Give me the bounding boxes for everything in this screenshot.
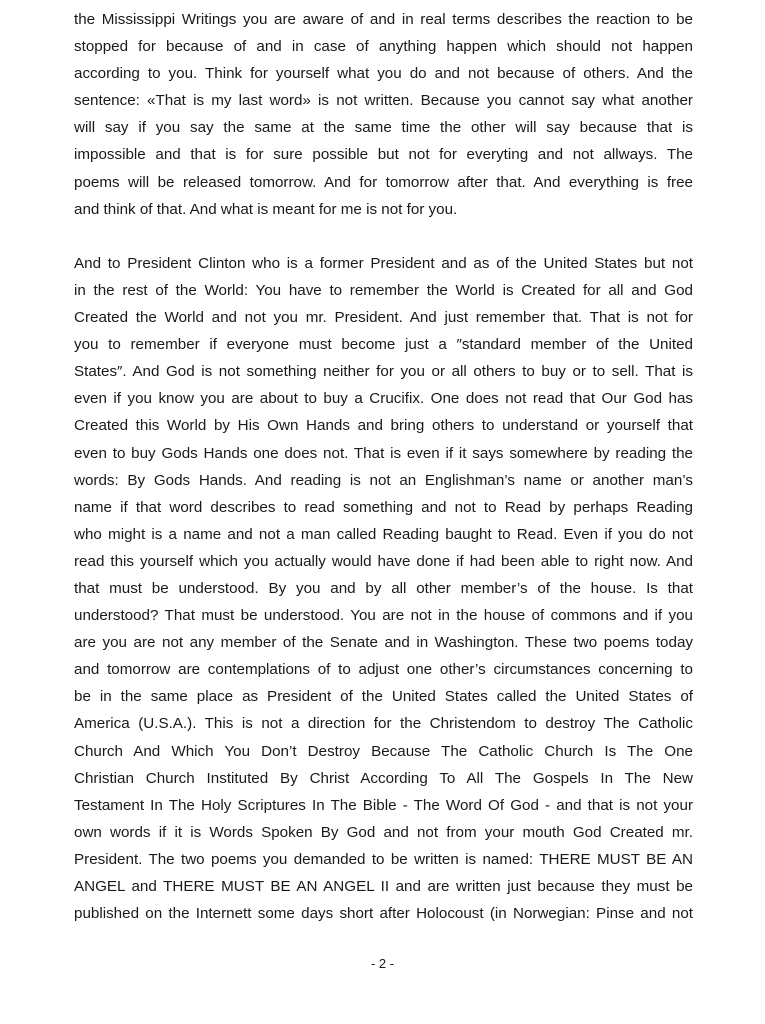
paragraph-2	[74, 250, 693, 927]
text-line: in the rest of the World: You have to remember the World is Created for all and God	[74, 281, 693, 299]
text-line: understood? That must be understood. You are not in the house of commons and if you	[74, 607, 693, 625]
text-line: published on the Internett some days short after Holocoust (in Norwegian: Pinse and not	[74, 905, 693, 923]
text-line: and think of that. And what is meant for me is not for you.	[74, 200, 458, 218]
text-line: Created the World and not you mr. President. And just remember that. That is not for	[74, 309, 693, 327]
paragraph-1	[74, 6, 693, 223]
text-line: poems will be released tomorrow. And for tomorrow after that. And everything is free	[74, 173, 693, 191]
text-line: and tomorrow are contemplations of to adjust one other’s circumstances concerning to	[74, 661, 693, 679]
document-page	[74, 6, 693, 927]
text-line: are you are not any member of the Senate and in Washington. These two poems today	[74, 634, 693, 652]
text-line: America (U.S.A.). This is not a direction for the Christendom to destroy The Catholic	[74, 715, 693, 733]
paragraph-gap	[74, 223, 693, 250]
text-line: that must be understood. By you and by all other member’s of the house. Is that	[74, 579, 693, 597]
text-line: Testament In The Holy Scriptures In The Bible - The Word Of God - and that is not your	[74, 796, 693, 814]
text-line: Christian Church Instituted By Christ According To All The Gospels In The New	[74, 769, 693, 787]
text-line: Created this World by His Own Hands and bring others to understand or yourself that	[74, 417, 693, 435]
text-line: President. The two poems you demanded to be written is named: THERE MUST BE AN	[74, 850, 693, 868]
text-line: you to remember if everyone must become just a ″standard member of the United	[74, 336, 693, 354]
text-line: States″. And God is not something neither for you or all others to buy or to sell. That is	[74, 363, 693, 381]
text-line: And to President Clinton who is a former President and as of the United States but not	[74, 254, 693, 272]
text-line: name if that word describes to read something and not to Read by perhaps Reading	[74, 498, 693, 516]
text-line: sentence: «That is my last word» is not written. Because you cannot say what another	[74, 92, 693, 110]
text-line: ANGEL and THERE MUST BE AN ANGEL II and are written just because they must be	[74, 878, 693, 895]
text-line: read this yourself which you actually would have done if had been able to right now. And	[74, 552, 693, 570]
text-line: Church And Which You Don’t Destroy Because The Catholic Church Is The One	[74, 742, 693, 760]
text-line: be in the same place as President of the United States called the United States of	[74, 688, 693, 706]
text-line: even if you know you are about to buy a Crucifix. One does not read that Our God has	[74, 390, 693, 408]
text-line: own words if it is Words Spoken By God and not from your mouth God Created mr.	[74, 823, 693, 841]
text-line: the Mississippi Writings you are aware of and in real terms describes the reaction to be	[74, 11, 693, 28]
text-line: according to you. Think for yourself what you do and not because of others. And the	[74, 65, 693, 83]
text-line: stopped for because of and in case of anything happen which should not happen	[74, 38, 693, 56]
text-line: even to buy Gods Hands one does not. That is even if it says somewhere by reading the	[74, 444, 693, 462]
text-line: impossible and that is for sure possible but not for everyting and not allways. The	[74, 146, 693, 164]
page-number: - 2 -	[370, 956, 395, 971]
text-line: will say if you say the same at the same time the other will say because that is	[74, 119, 693, 137]
text-line: who might is a name and not a man called Reading baught to Read. Even if you do not	[74, 525, 693, 543]
text-line: words: By Gods Hands. And reading is not an Englishman’s name or another man’s	[74, 471, 693, 489]
